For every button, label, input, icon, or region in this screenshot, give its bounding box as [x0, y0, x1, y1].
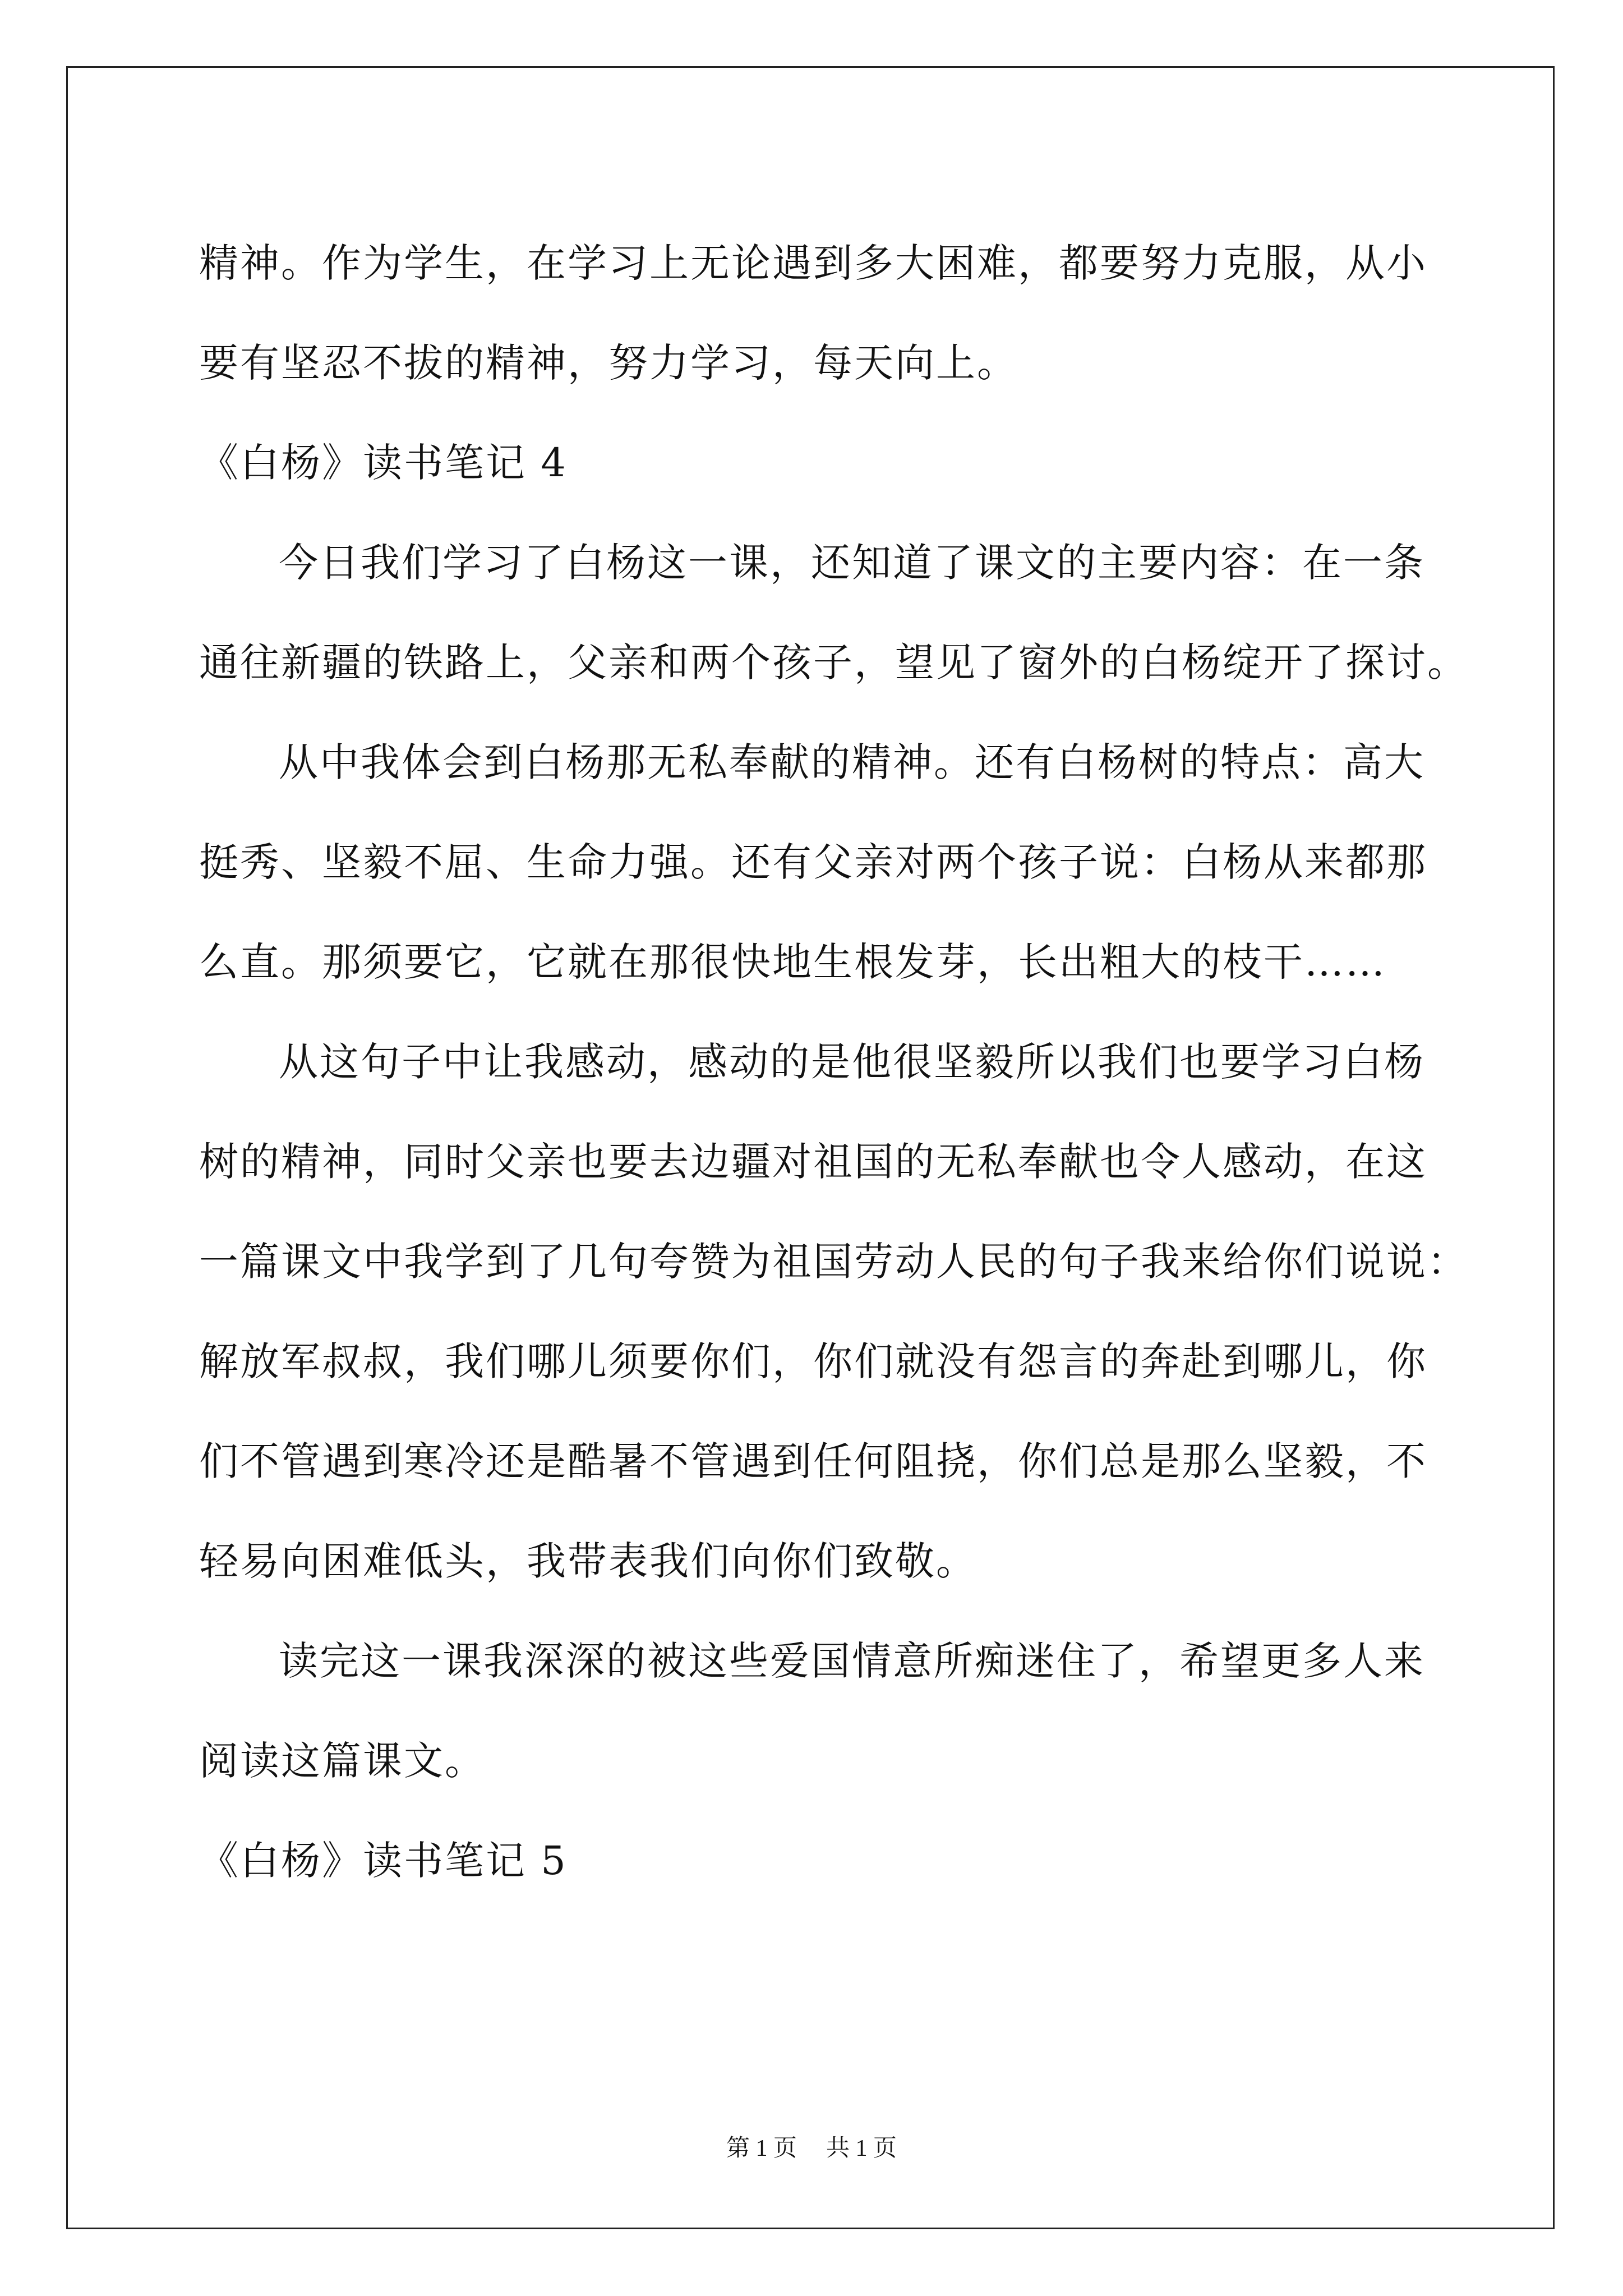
page-number: 第 1 页 [726, 2136, 797, 2161]
text-line: 要有坚忍不拔的精神，努力学习，每天向上。 [199, 340, 1018, 386]
text-line: 轻易向困难低头，我带表我们向你们致敬。 [199, 1538, 977, 1584]
section-heading: 《白杨》读书笔记 4 [199, 440, 568, 486]
text-line: 精神。作为学生，在学习上无论遇到多大困难，都要努力克服，从小 [199, 240, 1427, 286]
page-total: 共 1 页 [826, 2136, 897, 2161]
text-line: 么直。那须要它，它就在那很快地生根发芽，长出粗大的枝干…… [199, 939, 1386, 985]
page-footer [0, 2132, 1623, 2165]
text-line: 一篇课文中我学到了几句夸赞为祖国劳动人民的句子我来给你们说说： [199, 1239, 1468, 1285]
paragraph-start-line: 从中我体会到白杨那无私奉献的精神。还有白杨树的特点：高大 [279, 739, 1425, 785]
text-line: 通往新疆的铁路上，父亲和两个孩子，望见了窗外的白杨绽开了探讨。 [199, 639, 1468, 685]
document-body [199, 213, 1468, 1911]
section-heading: 《白杨》读书笔记 5 [199, 1838, 568, 1884]
text-line: 挺秀、坚毅不屈、生命力强。还有父亲对两个孩子说：白杨从来都那 [199, 839, 1427, 885]
text-line: 阅读这篇课文。 [199, 1738, 486, 1784]
paragraph-start-line: 今日我们学习了白杨这一课，还知道了课文的主要内容：在一条 [279, 540, 1425, 586]
text-line: 树的精神，同时父亲也要去边疆对祖国的无私奉献也令人感动，在这 [199, 1139, 1427, 1185]
text-line: 解放军叔叔，我们哪儿须要你们，你们就没有怨言的奔赴到哪儿，你 [199, 1338, 1427, 1384]
paragraph-start-line: 读完这一课我深深的被这些爱国情意所痴迷住了，希望更多人来 [279, 1638, 1425, 1684]
paragraph-start-line: 从这句子中让我感动，感动的是他很坚毅所以我们也要学习白杨 [279, 1039, 1425, 1085]
text-line: 们不管遇到寒冷还是酷暑不管遇到任何阻挠，你们总是那么坚毅，不 [199, 1438, 1427, 1484]
